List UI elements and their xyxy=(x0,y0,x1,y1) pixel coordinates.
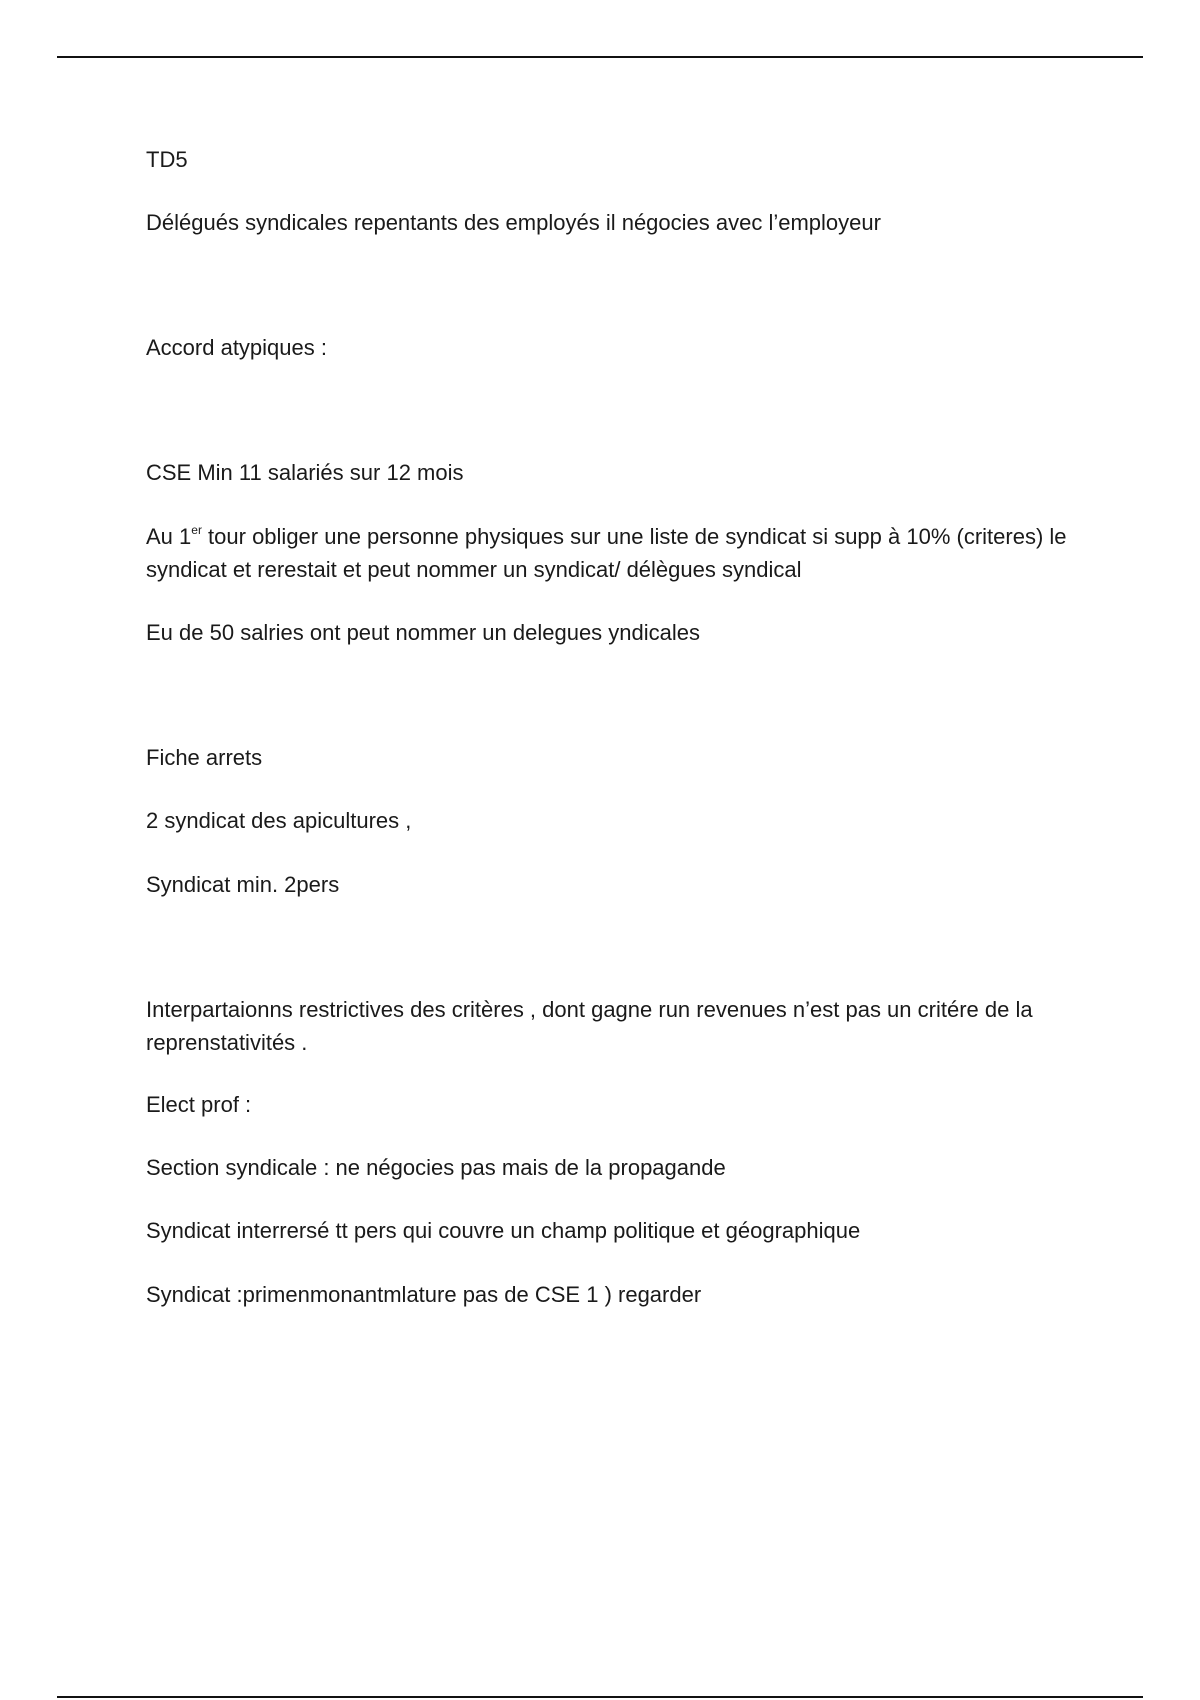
paragraph-interpretations: Interpartaionns restrictives des critères , dont gagne run revenues n’est pas un critére de la reprenstativités . xyxy=(146,997,1033,1055)
paragraph-syndicat-min: Syndicat min. 2pers xyxy=(146,872,340,897)
paragraph-elect-prof: Elect prof : xyxy=(146,1092,252,1117)
paragraph-premier-tour-rest: tour obliger une personne physiques sur une liste de syndicat si supp à 10% (criteres) le syndicat et rerestait et peut nommer un syndicat/ délègues syndical xyxy=(146,524,1067,582)
document-title: TD5 xyxy=(146,147,188,172)
paragraph-accord-atypiques: Accord atypiques : xyxy=(146,335,327,360)
paragraph-delegues: Délégués syndicales repentants des employés il négocies avec l’employeur xyxy=(146,210,881,235)
paragraph-premier-tour xyxy=(146,520,1086,586)
paragraph-apicultures: 2 syndicat des apicultures , xyxy=(146,808,412,833)
paragraph-cse: CSE Min 11 salariés sur 12 mois xyxy=(146,460,464,485)
paragraph-50-salaries: Eu de 50 salries ont peut nommer un delegues yndicales xyxy=(146,620,701,645)
top-rule xyxy=(57,56,1143,58)
paragraph-fiche-arrets: Fiche arrets xyxy=(146,745,263,770)
ordinal-suffix: er xyxy=(191,522,202,537)
paragraph-syndicat-regarder: Syndicat :primenmonantmlature pas de CSE 1 ) regarder xyxy=(146,1282,702,1307)
paragraph-premier-tour-start: Au 1 xyxy=(146,524,192,549)
bottom-rule xyxy=(57,1696,1143,1698)
paragraph-syndicat-interesse: Syndicat interrersé tt pers qui couvre un champ politique et géographique xyxy=(146,1218,861,1243)
paragraph-section-syndicale: Section syndicale : ne négocies pas mais de la propagande xyxy=(146,1155,726,1180)
